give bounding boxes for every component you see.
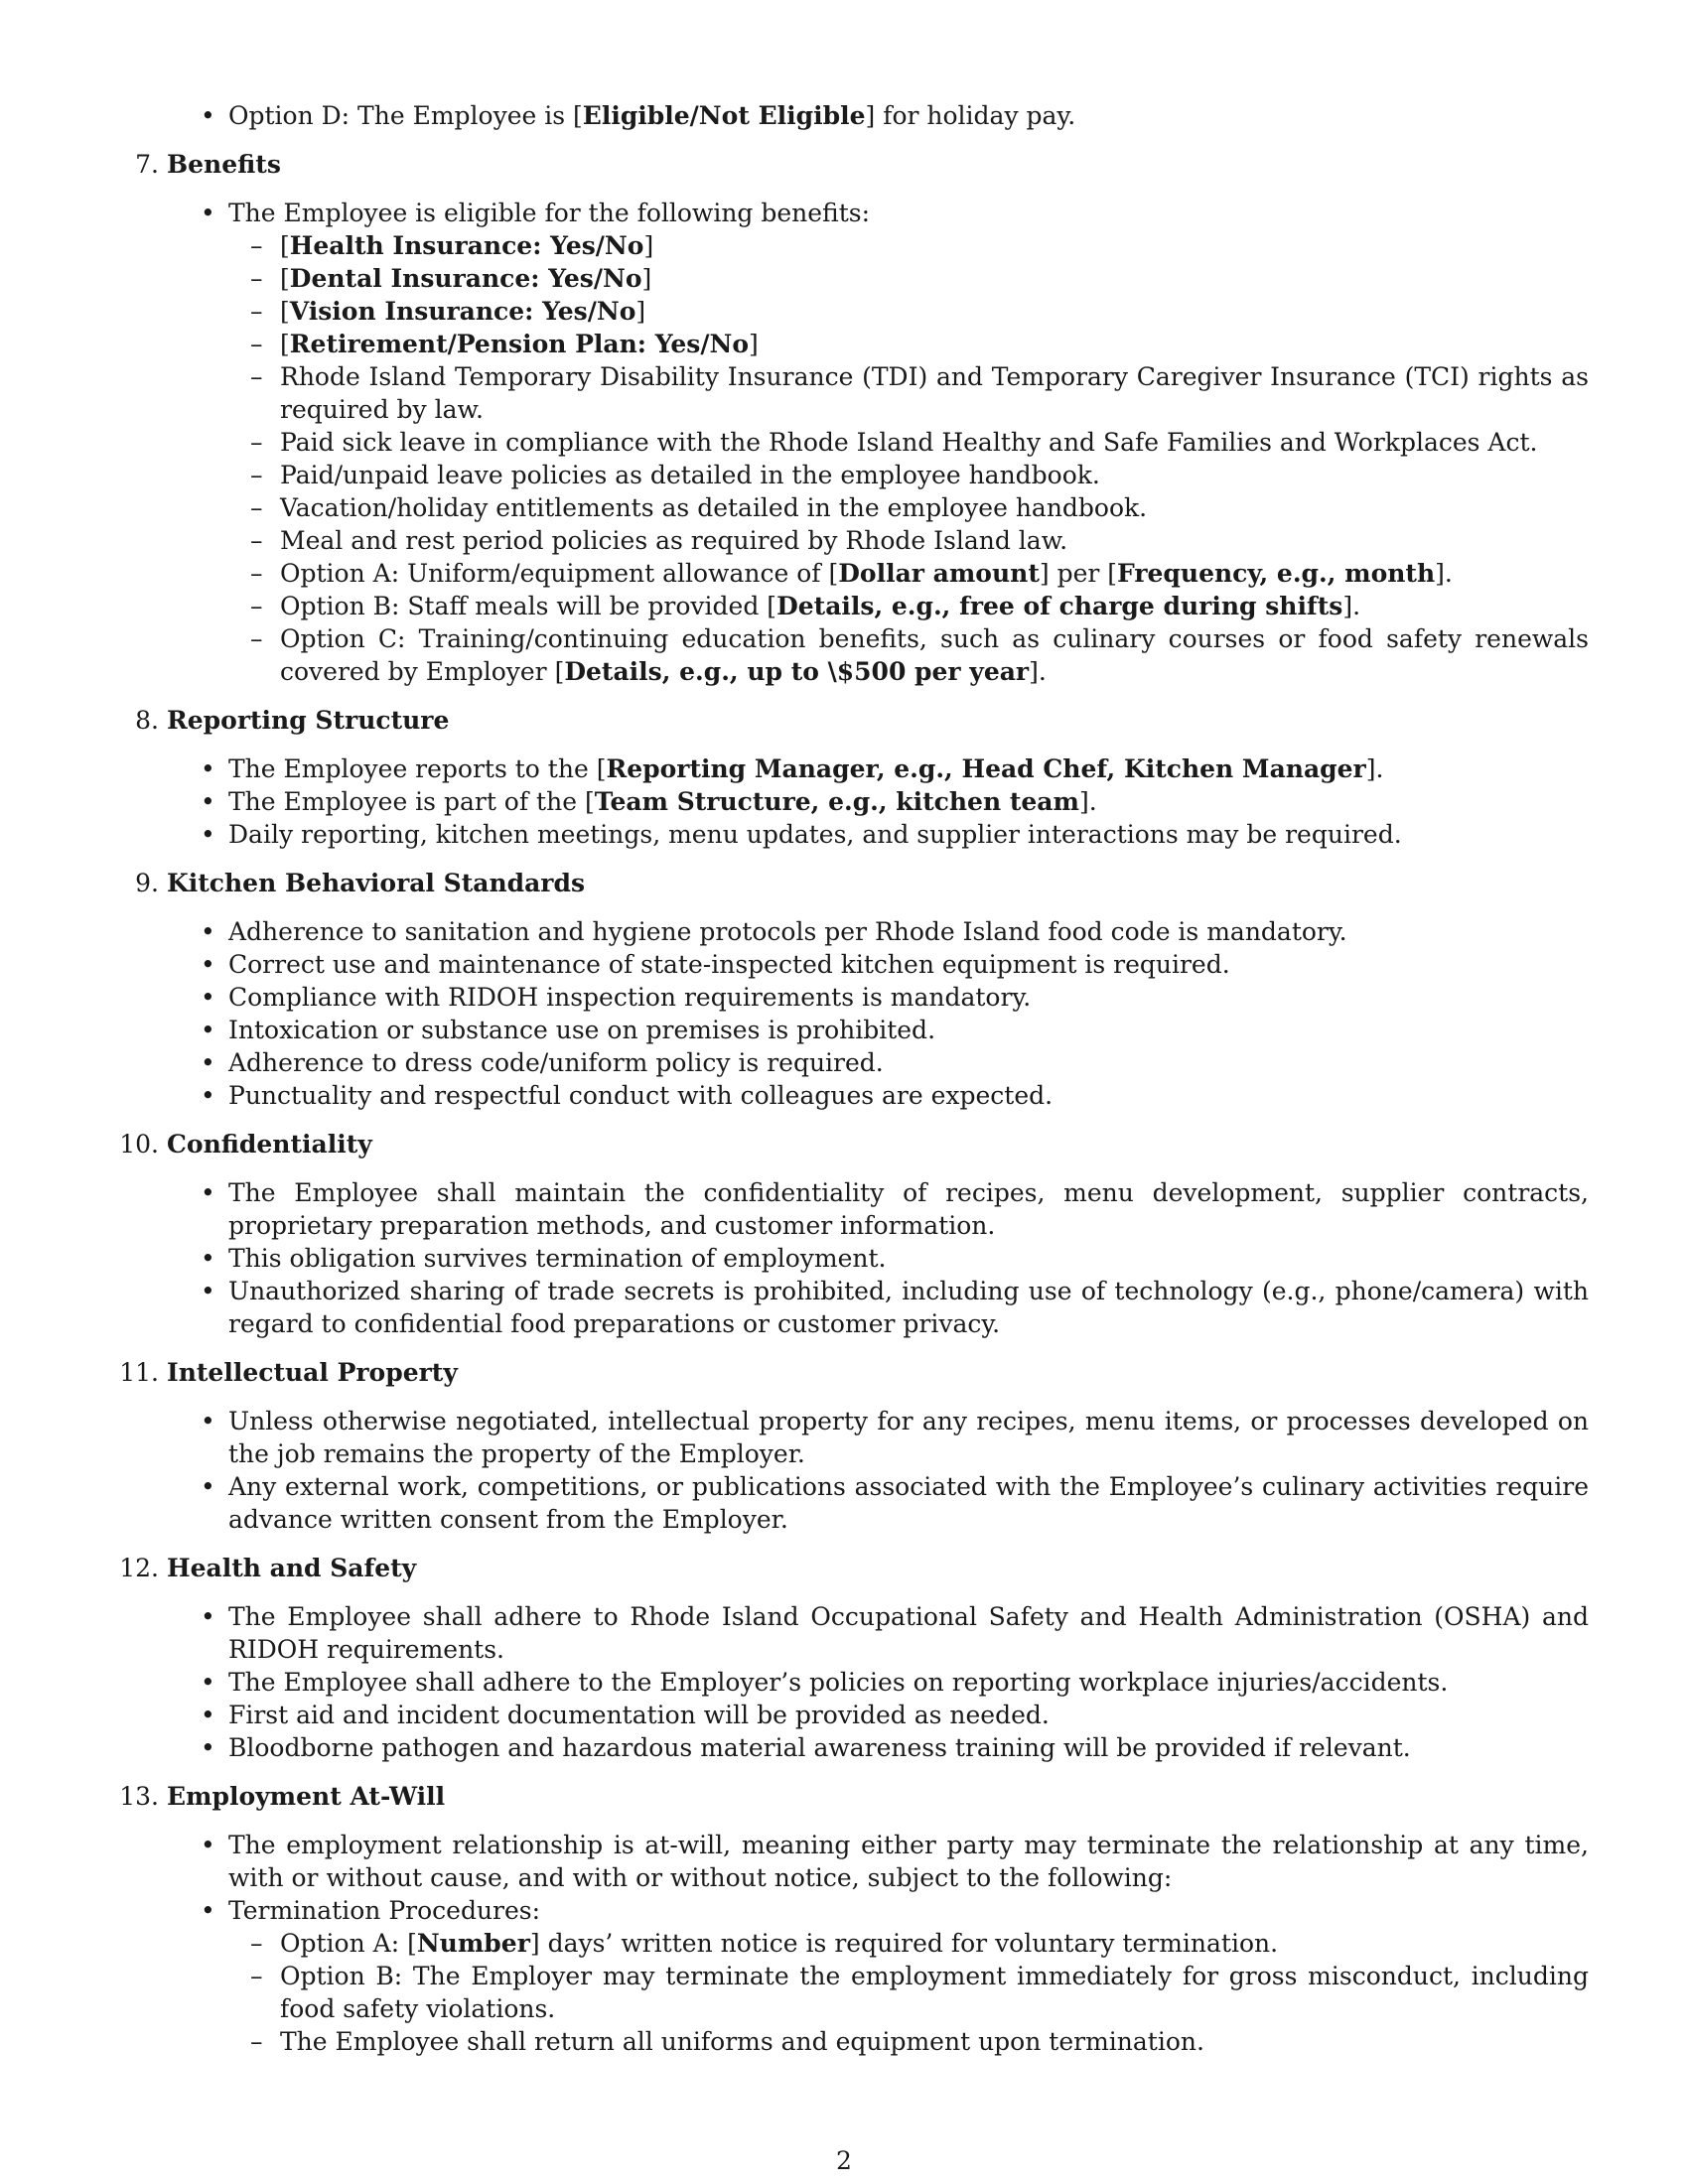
sub-list-item: – Paid/unpaid leave policies as detailed in the employee handbook.	[280, 459, 1589, 491]
section-heading	[119, 1780, 1589, 1813]
section-heading	[119, 1128, 1589, 1160]
list-item: • First aid and incident documentation will be provided as needed.	[228, 1699, 1589, 1731]
sub-list-item: – Option B: Staff meals will be provided [Details, e.g., free of charge during shifts].	[280, 590, 1589, 622]
sub-list-item: – Rhode Island Temporary Disability Insurance (TDI) and Temporary Caregiver Insurance (TCI) rights as required by law.	[280, 360, 1589, 426]
sub-list-item: – The Employee shall return all uniforms and equipment upon termination.	[280, 2025, 1589, 2058]
sub-list-item: – Option C: Training/continuing education benefits, such as culinary courses or food safety renewals covered by Employer [Details, e.g., up to \$500 per year].	[280, 622, 1589, 688]
list-item: • Adherence to dress code/uniform policy is required.	[228, 1046, 1589, 1079]
list-item: • The Employee shall adhere to the Employer’s policies on reporting workplace injuries/accidents.	[228, 1666, 1589, 1699]
section-title: Kitchen Behavioral Standards	[167, 869, 586, 897]
section-title: Employment At-Will	[167, 1782, 446, 1811]
bullet-list	[167, 915, 1589, 1112]
list-item: • Punctuality and respectful conduct with colleagues are expected.	[228, 1079, 1589, 1112]
section-benefits	[135, 148, 1589, 688]
list-item: • Any external work, competitions, or publications associated with the Employee’s culinary activities require advance written consent from the Employer.	[228, 1470, 1589, 1536]
list-item: • Correct use and maintenance of state-inspected kitchen equipment is required.	[228, 948, 1589, 981]
section-kitchen-behavioral-standards	[135, 867, 1589, 1112]
bullet-list	[167, 1600, 1589, 1764]
section-number: 7.	[135, 150, 159, 179]
section-title: Confidentiality	[167, 1130, 372, 1159]
section-number: 12.	[119, 1554, 159, 1582]
sub-list-item: – Paid sick leave in compliance with the Rhode Island Healthy and Safe Families and Workplaces Act.	[280, 426, 1589, 459]
sub-list	[228, 1927, 1589, 2058]
section-title: Benefits	[167, 150, 281, 179]
sub-list-item: – [Dental Insurance: Yes/No]	[280, 262, 1589, 295]
bullet-list	[167, 1405, 1589, 1536]
section-heading	[135, 704, 1589, 737]
bullet-list	[167, 1829, 1589, 2058]
list-item: • The Employee is eligible for the following benefits: – [Health Insurance: Yes/No] – [Dental Insurance: Yes/No] – [Vision Insurance: Yes/No] – [Retirement/Pension Plan: Yes/No] – Rhode Island Temporary Disability Insurance (TDI) and Temporary Caregiver Insurance (TCI) rights as required by law. – Paid sick leave in compliance with the Rhode Island Healthy and Safe Families and Workplaces Act. – Paid/unpaid leave policies as detailed in the employee handbook. – Vacation/holiday entitlements as detailed in the employee handbook. – Meal and rest period policies as required by Rhode Island law. – Option A: Uniform/equipment allowance of [Dollar amount] per [Frequency, e.g., month]. – Option B: Staff meals will be provided [Details, e.g., free of charge during shifts]. – Option C: Training/continuing education benefits, such as culinary courses or food safety renewals covered by Employer [Details, e.g., up to \$500 per year].	[228, 197, 1589, 688]
list-item: • The Employee shall maintain the confidentiality of recipes, menu development, supplier contracts, proprietary preparation methods, and customer information.	[228, 1176, 1589, 1242]
section-number: 9.	[135, 869, 159, 897]
list-item: • The Employee reports to the [Reporting Manager, e.g., Head Chef, Kitchen Manager].	[228, 752, 1589, 785]
bullet-list	[167, 197, 1589, 688]
list-item: • Termination Procedures: – Option A: [Number] days’ written notice is required for voluntary termination. – Option B: The Employer may terminate the employment immediately for gross misconduct, including food safety violations. – The Employee shall return all uniforms and equipment upon termination.	[228, 1894, 1589, 2058]
list-item: • Bloodborne pathogen and hazardous material awareness training will be provided if relevant.	[228, 1731, 1589, 1764]
section-6-continued	[167, 99, 1589, 132]
section-intellectual-property	[119, 1356, 1589, 1536]
section-confidentiality	[119, 1128, 1589, 1340]
list-item: • Adherence to sanitation and hygiene protocols per Rhode Island food code is mandatory.	[228, 915, 1589, 948]
sub-list-item: – [Retirement/Pension Plan: Yes/No]	[280, 328, 1589, 360]
sub-list-item: – Option B: The Employer may terminate the employment immediately for gross misconduct, including food safety violations.	[280, 1960, 1589, 2025]
list-item: • Daily reporting, kitchen meetings, menu updates, and supplier interactions may be required.	[228, 818, 1589, 851]
section-reporting-structure	[135, 704, 1589, 851]
section-title: Health and Safety	[167, 1554, 417, 1582]
document-page	[119, 99, 1589, 2058]
list-item: • The employment relationship is at-will, meaning either party may terminate the relationship at any time, with or without cause, and with or without notice, subject to the following:	[228, 1829, 1589, 1894]
bullet-list	[167, 752, 1589, 851]
sub-list-item: – Option A: [Number] days’ written notice is required for voluntary termination.	[280, 1927, 1589, 1960]
section-number: 11.	[119, 1358, 159, 1387]
list-item: • This obligation survives termination of employment.	[228, 1242, 1589, 1275]
section-title: Reporting Structure	[167, 706, 450, 735]
list-item: • Unless otherwise negotiated, intellectual property for any recipes, menu items, or processes developed on the job remains the property of the Employer.	[228, 1405, 1589, 1470]
page-number: 2	[836, 2146, 852, 2175]
list-item: • Intoxication or substance use on premises is prohibited.	[228, 1014, 1589, 1046]
sub-list-item: – Option A: Uniform/equipment allowance of [Dollar amount] per [Frequency, e.g., month].	[280, 557, 1589, 590]
list-item: • Compliance with RIDOH inspection requirements is mandatory.	[228, 981, 1589, 1014]
section-employment-at-will	[119, 1780, 1589, 2058]
section-health-and-safety	[119, 1552, 1589, 1764]
sub-list-item: – [Health Insurance: Yes/No]	[280, 229, 1589, 262]
bullet-list	[167, 1176, 1589, 1340]
list-item: • Option D: The Employee is [Eligible/Not Eligible] for holiday pay.	[228, 99, 1589, 132]
bullet-list	[167, 99, 1589, 132]
section-title: Intellectual Property	[167, 1358, 458, 1387]
section-number: 10.	[119, 1130, 159, 1159]
sub-list-item: – Vacation/holiday entitlements as detailed in the employee handbook.	[280, 491, 1589, 524]
sub-list	[228, 229, 1589, 688]
section-heading	[135, 867, 1589, 899]
sub-list-item: – Meal and rest period policies as required by Rhode Island law.	[280, 524, 1589, 557]
section-heading	[119, 1552, 1589, 1584]
list-item: • The Employee shall adhere to Rhode Island Occupational Safety and Health Administration (OSHA) and RIDOH requirements.	[228, 1600, 1589, 1666]
list-item: • Unauthorized sharing of trade secrets is prohibited, including use of technology (e.g., phone/camera) with regard to confidential food preparations or customer privacy.	[228, 1275, 1589, 1340]
list-item: • The Employee is part of the [Team Structure, e.g., kitchen team].	[228, 785, 1589, 818]
section-heading	[119, 1356, 1589, 1389]
section-number: 8.	[135, 706, 159, 735]
section-heading	[135, 148, 1589, 181]
section-number: 13.	[119, 1782, 159, 1811]
sub-list-item: – [Vision Insurance: Yes/No]	[280, 295, 1589, 328]
